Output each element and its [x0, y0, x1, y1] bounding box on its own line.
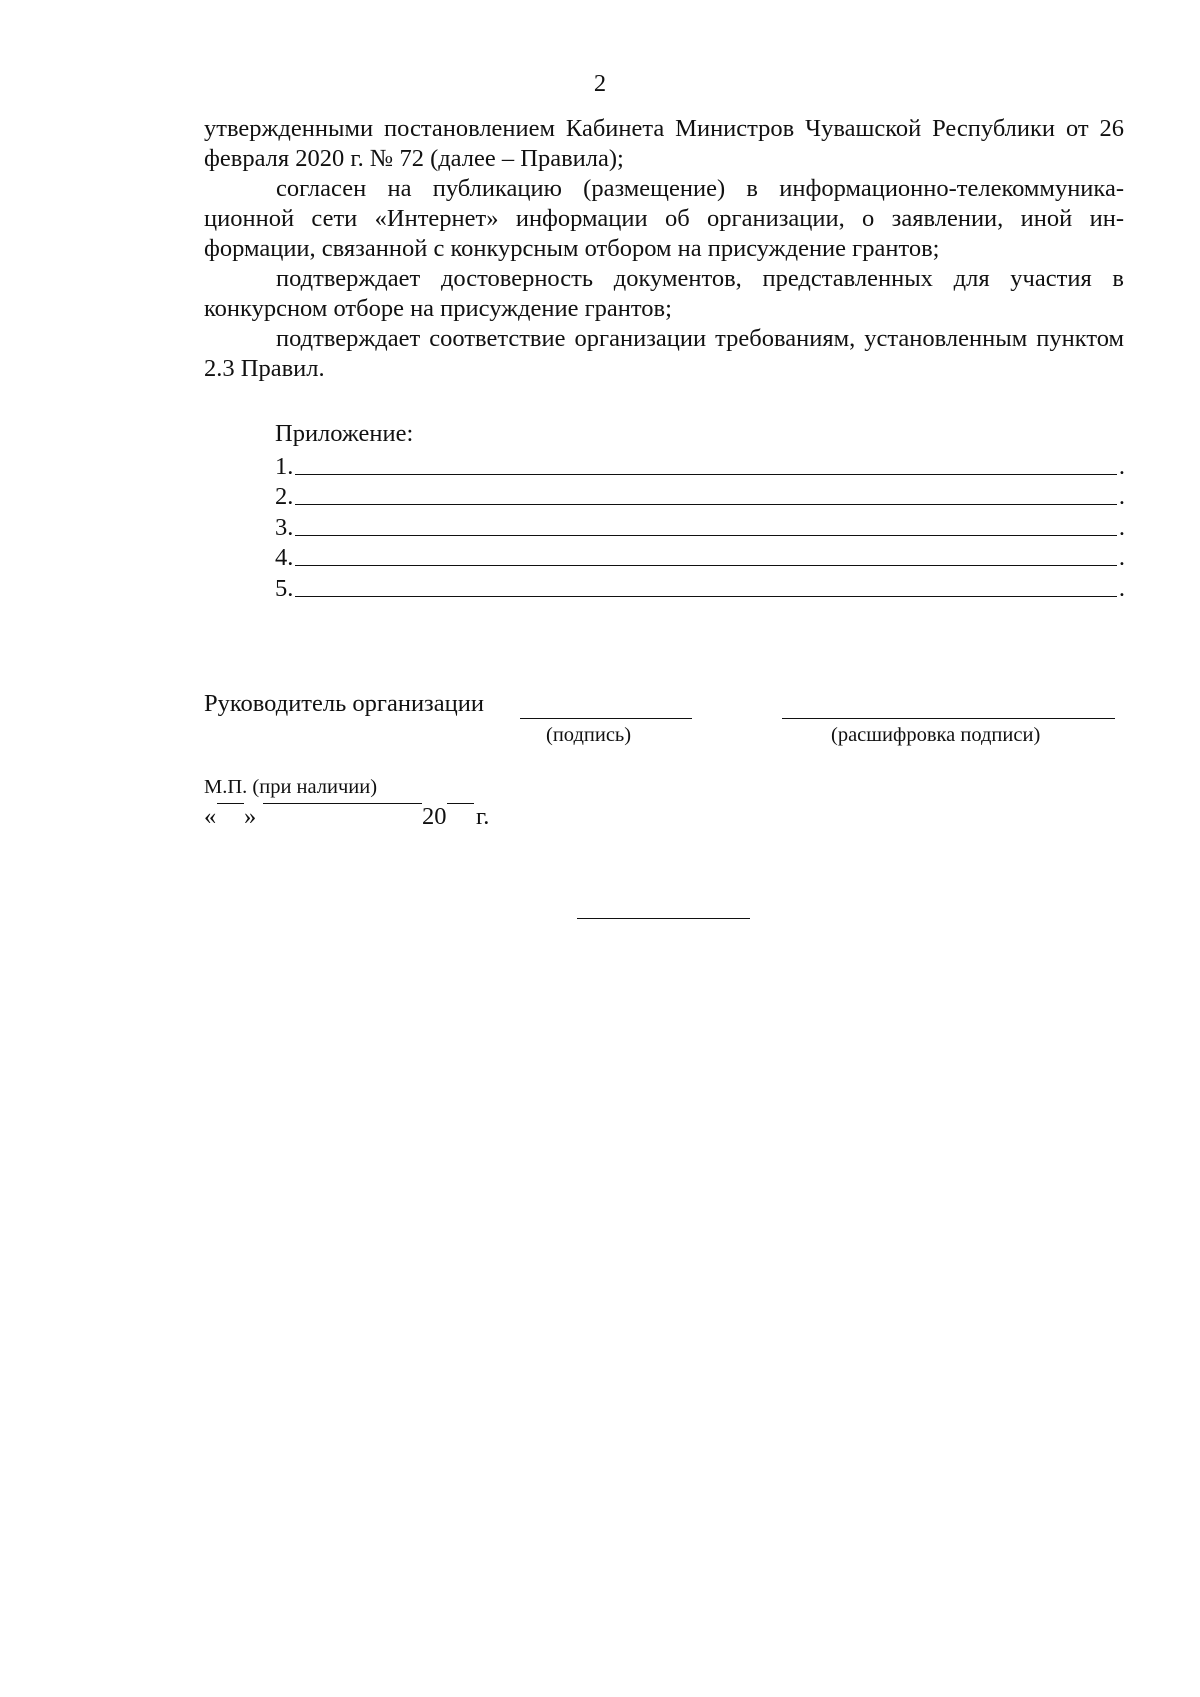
attachment-number: 3.: [275, 513, 294, 541]
signature-block: [204, 690, 1124, 746]
attachment-fill-line[interactable]: [295, 535, 1117, 536]
signature-row: [204, 690, 1124, 746]
paragraph-publication-consent: согласен на публикацию (размещение) в информационно-телекоммуникационной сети «Интернет» информации об организации, о заявлении, иной информации, связанной с конкурсным отбором на присуждение грантов;: [204, 175, 1124, 262]
attachment-number: 5.: [275, 574, 294, 602]
attachment-fill-line[interactable]: [295, 565, 1117, 566]
attachment-fill-line[interactable]: [295, 474, 1117, 475]
date-open-quote: «: [204, 803, 217, 830]
signature-caption: (подпись): [546, 724, 632, 746]
attachment-end-mark: .: [1118, 544, 1125, 571]
body-text: [204, 114, 1124, 384]
attachments-heading: Приложение:: [275, 420, 414, 447]
date-close-quote: »: [244, 803, 257, 830]
attachment-row[interactable]: [275, 450, 1125, 481]
attachment-fill-line[interactable]: [295, 504, 1117, 505]
attachment-row[interactable]: [275, 481, 1125, 512]
paragraph-rules-reference: утвержденными постановлением Кабинета Министров Чувашской Республики от 26 февраля 2020 г. № 72 (далее – Правила);: [204, 115, 1124, 172]
attachment-fill-line[interactable]: [295, 596, 1117, 597]
signature-label: Руководитель организации: [204, 690, 484, 717]
attachment-end-mark: .: [1118, 574, 1125, 602]
year-field[interactable]: [447, 803, 474, 804]
day-field[interactable]: [217, 803, 244, 804]
paragraph-requirements-confirmation: подтверждает соответствие организации требованиям, установленным пунктом 2.3 Правил.: [204, 325, 1124, 382]
attachments-list: [275, 418, 1125, 603]
signature-field[interactable]: [520, 718, 692, 719]
page-number: 2: [593, 70, 607, 97]
attachment-end-mark: .: [1118, 483, 1125, 510]
signature-decoding-field[interactable]: [782, 718, 1115, 719]
paragraph-documents-confirmation: подтверждает достоверность документов, представленных для участия в конкурсном отборе на присуждение грантов;: [204, 265, 1124, 322]
attachment-end-mark: .: [1118, 513, 1125, 541]
year-prefix: 20: [422, 803, 447, 830]
signature-decoding-caption: (расшифровка подписи): [831, 724, 1041, 746]
year-suffix: г.: [476, 803, 490, 830]
attachment-number: 4.: [275, 544, 294, 571]
attachment-row[interactable]: [275, 572, 1125, 603]
attachment-end-mark: .: [1118, 452, 1125, 480]
end-divider: [577, 918, 750, 919]
attachment-row[interactable]: [275, 542, 1125, 573]
attachment-number: 1.: [275, 452, 294, 480]
attachment-row[interactable]: [275, 511, 1125, 542]
month-field[interactable]: [263, 803, 422, 804]
stamp-note: М.П. (при наличии): [204, 776, 378, 798]
attachment-number: 2.: [275, 483, 294, 510]
